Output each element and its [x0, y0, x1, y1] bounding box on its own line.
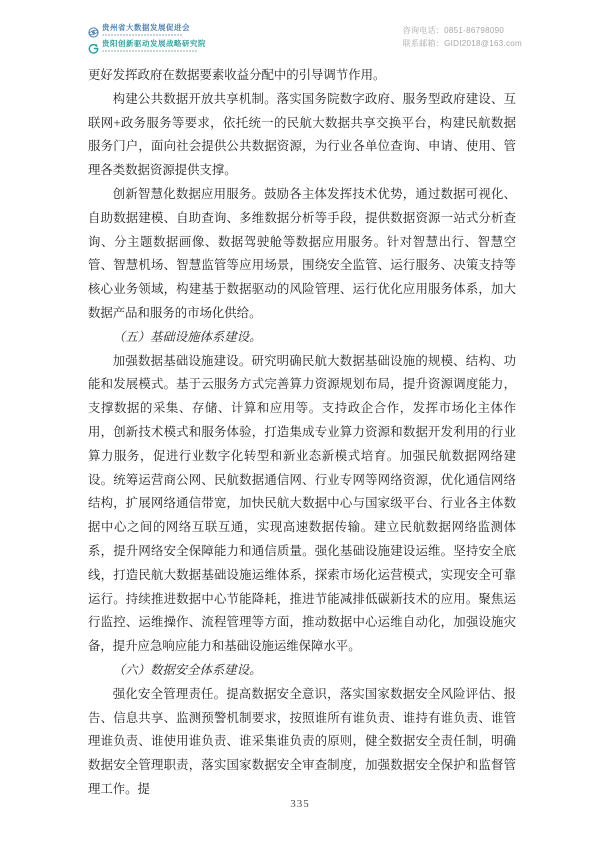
contact-info [403, 24, 522, 50]
org1-logo-row [88, 24, 206, 36]
contact-phone: 咨询电话：0851-86798090 [402, 26, 505, 35]
paragraph: 更好发挥政府在数据要素收益分配中的引导调节作用。 [88, 68, 386, 82]
org1-logo-texts [102, 24, 190, 36]
paragraph: 强化安全管理责任。提高数据安全意识，落实国家数据安全风险评估、报告、信息共享、监测预警机制要求，按照谁所有谁负责、谁持有谁负责、谁管理谁负责、谁使用谁负责、谁采集谁负责的原则，健全数据安全责任制，明确数据安全管理职责，落实国家数据安全审查制度，加强数据安全保护和监督管理工作。提 [88, 686, 516, 796]
section-heading: （六）数据安全体系建设。 [112, 662, 262, 677]
contact-email: 联系邮箱：GIDI2018@163.com [402, 39, 522, 48]
org2-logo-row [88, 40, 206, 52]
paragraph: 加强数据基础设施建设。研究明确民航大数据基础设施的规模、结构、功能和发展模式。基于云服务方式完善算力资源规划布局，提升资源调度能力，支撑数据的采集、存储、计算和应用等。支持政企合作，发挥市场化主体作用，创新技术模式和服务体验，打造集成专业算力资源和数据开发利用的行业算力服务，促进行业数字化转型和新业态新模式培育。加强民航数据网络建设。统筹运营商公网、民航数据通信网、行业专网等网络资源，优化通信网络结构，扩展网络通信带宽，加快民航大数据中心与国家级平台、行业各主体数据中心之间的网络互联互通，实现高速数据传输。建立民航数据网络监测体系，提升网络安全保障能力和通信质量。强化基础设施建设运维。坚持安全底线，打造民航大数据基础设施运维体系，探索市场化运营模式，实现安全可靠运行。持续推进数据中心节能降耗，推进节能减排低碳新技术的应用。聚焦运行监控、运维操作、流程管理等方面，推动数据中心运维自动化，加强设施灾备，提升应急响应能力和基础设施运维保障水平。 [88, 353, 516, 654]
org1-english-subtitle-line [102, 34, 183, 37]
org2-english-subtitle-line [102, 50, 198, 53]
document-body-text [88, 64, 516, 802]
paragraph: 创新智慧化数据应用服务。鼓励各主体发挥技术优势，通过数据可视化、自助数据建模、自助查询、多维数据分析等手段，提供数据资源一站式分析查询、分主题数据画像、数据驾驶舱等数据应用服务。针对智慧出行、智慧空管、智慧机场、智慧监管等应用场景，围绕安全监管、运行服务、决策支持等核心业务领域，构建基于数据驱动的风险管理、运行优化应用服务体系，加大数据产品和服务的市场化供给。 [88, 186, 516, 320]
page-header [88, 24, 522, 52]
paragraph: 构建公共数据开放共享机制。落实国务院数字政府、服务型政府建设、互联网+政务服务等要求，依托统一的民航大数据共享交换平台，构建民航数据服务门户，面向社会提供公共数据资源，为行业各单位查询、申请、使用、管理各类数据资源提供支撑。 [88, 91, 516, 178]
swirl-g-icon [88, 41, 99, 52]
org2-logo-texts [102, 40, 206, 52]
page-number: 335 [290, 798, 310, 810]
globe-ring-icon [88, 25, 99, 36]
logo-block [88, 24, 206, 52]
org1-name: 贵州省大数据发展促进会 [102, 23, 190, 32]
org2-name: 贵阳创新驱动发展战略研究院 [102, 39, 206, 48]
section-heading: （五）基础设施体系建设。 [112, 329, 262, 344]
